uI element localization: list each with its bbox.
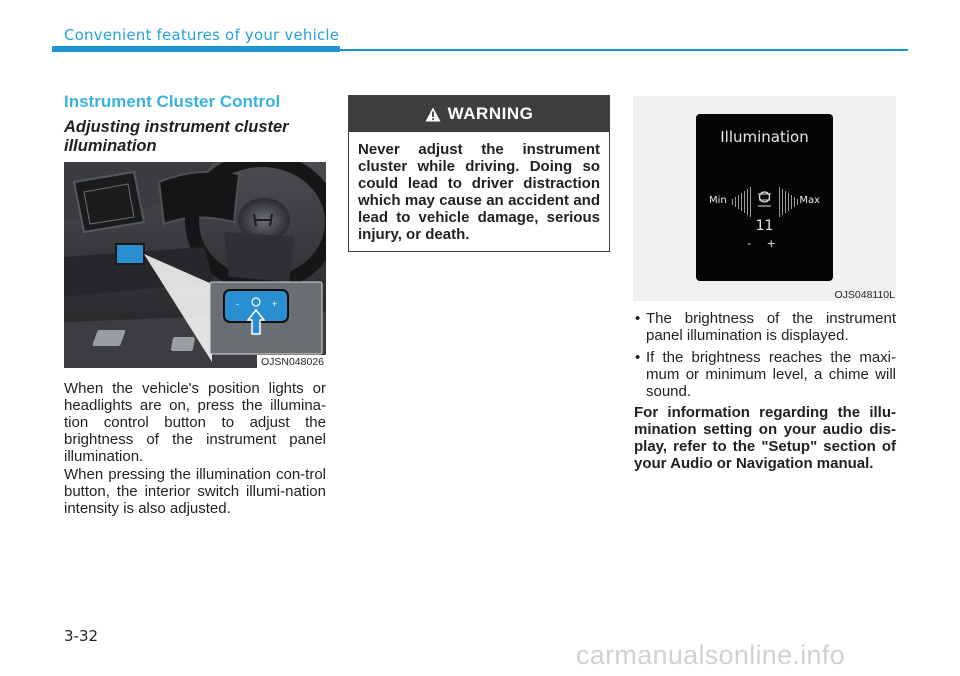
brightness-value: 11 xyxy=(755,218,774,234)
screen-title: Illumination xyxy=(720,128,809,146)
warning-text: Never adjust the instrument cluster while driving. Doing so could lead to driver distraction which may cause an accident and lead to vehicle damage, serious injury, or death. xyxy=(358,141,600,243)
dashboard-photo xyxy=(64,162,326,368)
warning-box xyxy=(348,95,610,252)
screen-controls-label: - + xyxy=(747,237,782,250)
body-paragraph: When pressing the illumination con-trol button, the interior switch illumi-nation intensity is also adjusted. xyxy=(64,466,326,517)
dashboard-illustration xyxy=(64,162,326,368)
page-number: 3-32 xyxy=(64,627,99,645)
header-rule-thin xyxy=(340,49,908,51)
image-caption: OJS048110L xyxy=(834,289,895,301)
screen-min-label: Min xyxy=(709,195,727,206)
list-item: • If the brightness reaches the maxi-mum or minimum level, a chime will sound. xyxy=(634,349,896,400)
section-title: Instrument Cluster Control xyxy=(64,92,281,111)
bullet-list xyxy=(634,310,896,405)
watermark: carmanualsonline.info xyxy=(576,640,845,670)
section-subtitle: Adjusting instrument cluster illumination xyxy=(64,118,289,155)
cluster-screen xyxy=(696,114,833,281)
warning-triangle-icon xyxy=(425,107,441,122)
header-rule-thick xyxy=(52,46,340,52)
screen-max-label: Max xyxy=(799,195,820,206)
info-note: For information regarding the illu-mination setting on your audio dis-play, refer to the "Setup" section of your Audio or Navigation manual. xyxy=(634,404,896,472)
illumination-display-image xyxy=(633,96,896,301)
button-minus-label: - xyxy=(236,299,239,309)
image-caption: OJSN048026 xyxy=(257,355,326,368)
button-plus-label: + xyxy=(272,299,278,309)
body-paragraph: When the vehicle's position lights or headlights are on, press the illumina-tion control button to adjust the brightness of the instrument panel illumination. xyxy=(64,380,326,465)
list-item: • The brightness of the instrument panel illumination is displayed. xyxy=(634,310,896,344)
warning-heading: WARNING xyxy=(447,104,534,123)
warning-header xyxy=(349,96,609,132)
header-title: Convenient features of your vehicle xyxy=(64,26,340,44)
